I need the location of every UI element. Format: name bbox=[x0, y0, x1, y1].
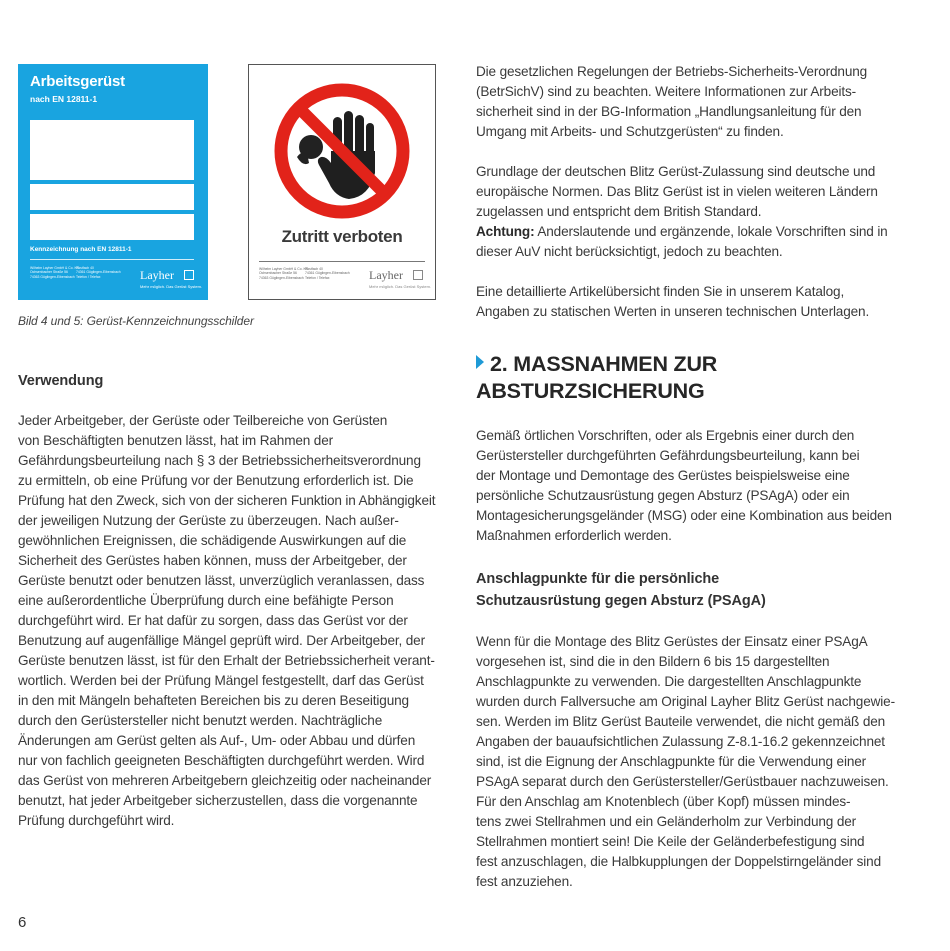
sign-address-fineprint: Wilhelm Layher GmbH & Co. KG Ochsenbacher Straße 56 74363 Güglingen-Eibensbach bbox=[30, 266, 80, 279]
paragraph-betrsichv bbox=[476, 62, 895, 142]
no-entry-sign bbox=[248, 64, 436, 300]
section-title-line-2: ABSTURZSICHERUNG bbox=[476, 379, 705, 403]
layher-logo: Layher bbox=[140, 268, 174, 282]
text-line: Jeder Arbeitgeber, der Gerüste oder Teilbereiche von Gerüsten bbox=[18, 413, 388, 428]
sign-divider bbox=[259, 261, 425, 262]
text-line: europäische Normen. Das Blitz Gerüst ist in vielen weiteren Ländern bbox=[476, 184, 878, 199]
text-line bbox=[476, 222, 895, 242]
sign-title: Arbeitsgerüst bbox=[30, 73, 125, 90]
text-line: durch den Gerüstersteller nicht benutzt werden. Nachträgliche bbox=[18, 713, 383, 728]
text-line: Anschlagpunkte zu verwenden. Die dargestellten Anschlagpunkte bbox=[476, 674, 862, 689]
text-line: eine außerordentliche Überprüfung durch eine befähigte Person bbox=[18, 593, 394, 608]
subheading-line-2: Schutzausrüstung gegen Absturz (PSAgA) bbox=[476, 593, 766, 609]
text-line: vorgesehen ist, sind die in den Bildern 6 bis 15 dargestellten bbox=[476, 654, 830, 669]
text-line: Prüfung hat den Zweck, sich von der sicheren Funktion in Abhängigkeit bbox=[18, 493, 436, 508]
text-line: Angaben zu statischen Werten in unseren technischen Unterlagen. bbox=[476, 304, 870, 319]
text-line: Gerüste benutzen lässt, ist für den Erhalt der Betriebssicherheit verant- bbox=[18, 653, 435, 668]
figure-caption: Bild 4 und 5: Gerüst-Kennzeichnungsschilder bbox=[18, 314, 254, 328]
text-line: sicherheit sind in der BG-Information „Handlungsanleitung für den bbox=[476, 104, 862, 119]
text-line: Angaben der bauaufsichtlichen Zulassung Z-8.1-16.2 gekennzeichnet bbox=[476, 734, 885, 749]
text-line: Änderungen am Gerüst gelten als Auf-, Um- oder Abbau und dürfen bbox=[18, 733, 416, 748]
text-line: fest anzuziehen. bbox=[476, 874, 573, 889]
text-line: persönliche Schutzausrüstung gegen Absturz (PSAgA) oder ein bbox=[476, 488, 850, 503]
sign-field-box-load bbox=[30, 214, 194, 240]
text-line: (BetrSichV) sind zu beachten. Weitere Informationen zur Arbeits- bbox=[476, 84, 857, 99]
text-line: das Gerüst von mehreren Arbeitgebern gleichzeitig oder nacheinander bbox=[18, 773, 432, 788]
scaffold-identification-sign bbox=[18, 64, 208, 300]
text-line: sen. Werden im Blitz Gerüst Bauteile verwendet, die nicht gemäß den bbox=[476, 714, 886, 729]
text-line: PSAgA separat durch den Gerüstersteller/Gerüstbauer nachzuweisen. bbox=[476, 774, 889, 789]
sign-contact-fineprint: Postfach 40 74361 Güglingen-Eibensbach Telefon / Telefax bbox=[305, 267, 350, 280]
paragraph-katalog bbox=[476, 282, 895, 322]
text-line: Wenn für die Montage des Blitz Gerüstes der Einsatz einer PSAgA bbox=[476, 634, 868, 649]
sign-field-box-creator bbox=[30, 120, 194, 180]
layher-logo: Layher bbox=[369, 268, 403, 282]
text-line: Eine detaillierte Artikelübersicht finden Sie in unserem Katalog, bbox=[476, 284, 845, 299]
sign-contact-fineprint: Postfach 40 74361 Güglingen-Eibensbach Telefon / Telefax bbox=[76, 266, 121, 279]
sign-tagline: Mehr möglich. Das Gerüst System. bbox=[140, 284, 203, 289]
no-entry-icon bbox=[249, 65, 435, 225]
text-line: benutzt, hat jeder Arbeitgeber sicherzustellen, dass die vorgenannte bbox=[18, 793, 418, 808]
text-line: zugelassen und entspricht dem British Standard. bbox=[476, 204, 762, 219]
text-line: wortlich. Werden bei der Prüfung Mängel festgestellt, darf das Gerüst bbox=[18, 673, 424, 688]
text-line: tens zwei Stellrahmen und ein Geländerholm zur Verbindung der bbox=[476, 814, 857, 829]
text-line: Gefährdungsbeurteilung nach § 3 der Betriebssicherheitsverordnung bbox=[18, 453, 421, 468]
text-line: der Montage und Demontage des Gerüstes beispielsweise eine bbox=[476, 468, 850, 483]
section-title-line-1 bbox=[476, 351, 895, 378]
text-line: zu ermitteln, ob eine Prüfung vor der Benutzung erforderlich ist. Die bbox=[18, 473, 414, 488]
warning-text: Anderslautende und ergänzende, lokale Vorschriften sind in bbox=[534, 224, 888, 239]
sign-address-fineprint: Wilhelm Layher GmbH & Co. KG Ochsenbacher Straße 56 74363 Güglingen-Eibensbach bbox=[259, 267, 309, 280]
text-line: gewöhnlichen Ereignissen, die schädigende Auswirkungen auf die bbox=[18, 533, 407, 548]
text-line: Benutzung auf augenfällige Mängel geprüft wird. Der Arbeitgeber, der bbox=[18, 633, 425, 648]
layher-logo-icon bbox=[413, 270, 423, 280]
text-line: in den mit Mängeln behafteten Bereichen bis zu deren Beseitigung bbox=[18, 693, 409, 708]
text-line: Gerüste benutzt oder benutzen lässt, unverzüglich veranlassen, dass bbox=[18, 573, 425, 588]
text-line: Gerüstersteller durchgeführten Gefährdungsbeurteilung, kann bei bbox=[476, 448, 860, 463]
text-line: fest anzuschlagen, die Halbkupplungen der Doppelstirngeländer sind bbox=[476, 854, 881, 869]
no-entry-caption: Zutritt verboten bbox=[281, 227, 403, 246]
sign-divider bbox=[30, 259, 194, 260]
text-line: Gemäß örtlichen Vorschriften, oder als Ergebnis einer durch den bbox=[476, 428, 855, 443]
text-line: Montagesicherungsgeländer (MSG) oder eine Kombination aus beiden bbox=[476, 508, 892, 523]
text-line: Stellrahmen montiert sein! Die Keile der Geländerbefestigung sind bbox=[476, 834, 865, 849]
sign-marking-label: Kennzeichnung nach EN 12811-1 bbox=[30, 246, 132, 253]
warning-label: Achtung: bbox=[476, 224, 535, 239]
sign-field-box-group bbox=[30, 184, 194, 210]
sign-subtitle: nach EN 12811-1 bbox=[30, 94, 98, 104]
text-line: dieser AuV nicht berücksichtigt, jedoch zu beachten. bbox=[476, 244, 783, 259]
section-title-text: 2. MASSNAHMEN ZUR bbox=[490, 352, 718, 376]
text-line: wurden durch Fallversuche am Original Layher Blitz Gerüst nachgewie- bbox=[476, 694, 895, 709]
text-line: Für den Anschlag am Knotenblech (über Kopf) müssen mindes- bbox=[476, 794, 851, 809]
section-title bbox=[476, 351, 895, 405]
layher-logo-icon bbox=[184, 270, 194, 280]
text-line: Sicherheit des Gerüstes haben können, muss der Arbeitgeber, der bbox=[18, 553, 407, 568]
text-line: Die gesetzlichen Regelungen der Betriebs-Sicherheits-Verordnung bbox=[476, 64, 868, 79]
text-line: durchgeführt wird. Er hat dafür zu sorgen, dass das Gerüst vor der bbox=[18, 613, 408, 628]
sign-tagline: Mehr möglich. Das Gerüst System. bbox=[369, 284, 432, 289]
triangle-bullet-icon bbox=[476, 355, 484, 369]
subheading-line-1: Anschlagpunkte für die persönliche bbox=[476, 571, 720, 587]
text-line: nur von fachlich geeigneten Beschäftigten durchgeführt werden. Wird bbox=[18, 753, 425, 768]
paragraph-absturzsicherung bbox=[476, 426, 895, 546]
text-line: Umgang mit Arbeits- und Schutzgerüsten“ zu finden. bbox=[476, 124, 784, 139]
paragraph-verwendung bbox=[18, 411, 437, 831]
text-line: Grundlage der deutschen Blitz Gerüst-Zulassung sind deutsche und bbox=[476, 164, 876, 179]
text-line: Maßnahmen erforderlich werden. bbox=[476, 528, 672, 543]
page-number: 6 bbox=[18, 914, 27, 931]
text-line: Prüfung durchgeführt wird. bbox=[18, 813, 175, 828]
text-line: von Beschäftigten benutzen lässt, hat im Rahmen der bbox=[18, 433, 334, 448]
text-line: sind, ist die Eignung der Anschlagpunkte für die Verwendung einer bbox=[476, 754, 867, 769]
section-heading-verwendung: Verwendung bbox=[18, 373, 104, 389]
paragraph-psaga bbox=[476, 632, 895, 892]
text-line: der jeweiligen Nutzung der Gerüste zu überzeugen. Nach außer- bbox=[18, 513, 399, 528]
paragraph-zulassung bbox=[476, 162, 895, 262]
subheading-anschlagpunkte bbox=[476, 568, 895, 612]
